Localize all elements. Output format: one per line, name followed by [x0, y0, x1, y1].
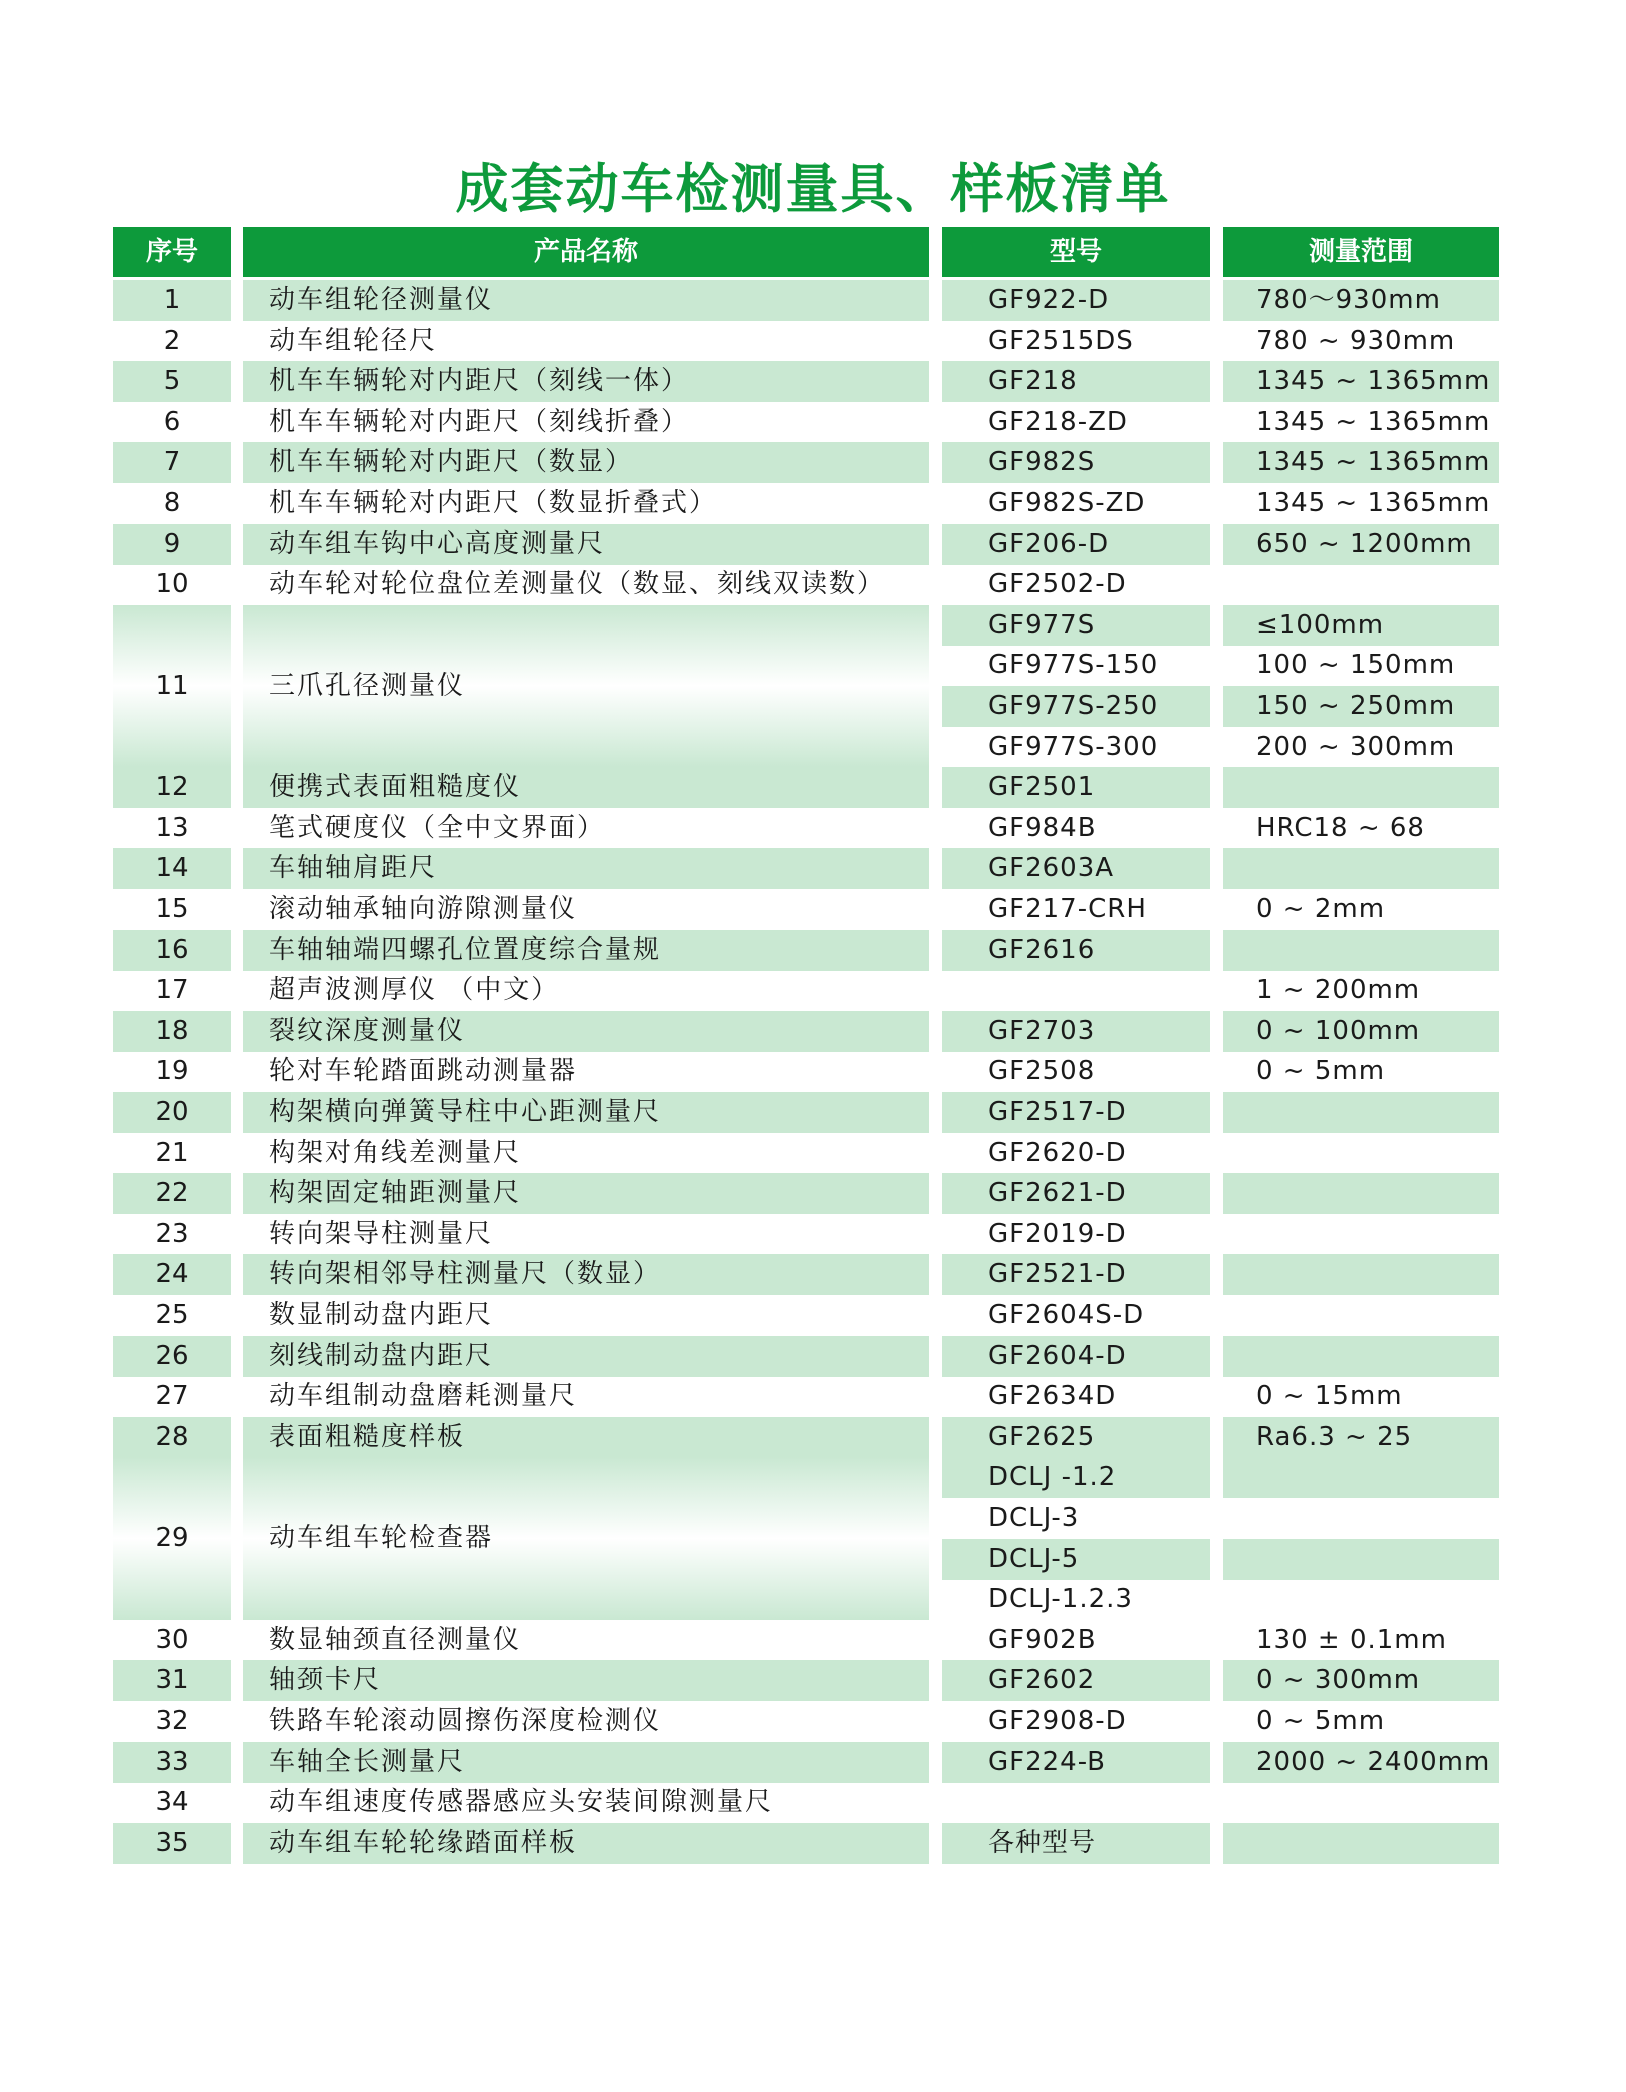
row-range: 150 ~ 250mm — [1223, 686, 1499, 727]
table-row — [113, 1336, 1499, 1377]
row-seq: 10 — [155, 569, 189, 600]
row-model: GF2502-D — [988, 569, 1127, 600]
row-name: 铁路车轮滚动圆擦伤深度检测仪 — [269, 1706, 662, 1736]
row-seq: 7 — [113, 442, 231, 483]
row-range: 130 ± 0.1mm — [1256, 1624, 1447, 1655]
table-row — [113, 1701, 1499, 1742]
row-seq: 17 — [155, 975, 189, 1006]
row-model: GF2634D — [988, 1381, 1117, 1412]
table-row — [113, 1133, 1499, 1174]
row-seq: 35 — [113, 1823, 231, 1864]
row-model: GF218-ZD — [988, 406, 1128, 437]
row-range: 0 ~ 5mm — [1256, 1706, 1386, 1736]
table-row — [113, 1376, 1499, 1417]
table-row-group — [113, 605, 1499, 767]
table-row — [113, 1660, 1499, 1701]
row-model: GF218 — [942, 361, 1210, 402]
header-name: 产品名称 — [243, 227, 929, 277]
row-model: GF2604-D — [942, 1336, 1210, 1377]
row-range — [1223, 1295, 1499, 1336]
table-row — [113, 1782, 1499, 1823]
table-row — [113, 564, 1499, 605]
table-row — [113, 361, 1499, 402]
row-range: 1345 ~ 1365mm — [1223, 442, 1499, 483]
row-model: DCLJ-5 — [942, 1539, 1210, 1580]
row-seq: 24 — [113, 1254, 231, 1295]
row-model: GF2515DS — [988, 325, 1134, 356]
table-row — [113, 524, 1499, 565]
row-range — [1223, 1092, 1499, 1133]
row-seq: 32 — [155, 1706, 189, 1736]
row-name: 机车车辆轮对内距尺（刻线一体） — [243, 361, 929, 402]
row-model: GF977S-250 — [942, 686, 1210, 727]
row-name: 轮对车轮踏面跳动测量器 — [269, 1056, 578, 1087]
row-range — [1223, 1254, 1499, 1295]
row-name: 轴颈卡尺 — [243, 1660, 929, 1701]
table-row — [113, 1011, 1499, 1052]
row-range: HRC18 ~ 68 — [1256, 812, 1425, 843]
row-name: 动车组制动盘磨耗测量尺 — [269, 1381, 578, 1412]
row-model: GF2625 — [942, 1417, 1210, 1458]
table-row — [113, 402, 1499, 443]
row-range: Ra6.3 ~ 25 — [1223, 1417, 1499, 1458]
row-model — [942, 1782, 1210, 1823]
row-range: 0 ~ 2mm — [1256, 894, 1386, 924]
row-seq: 34 — [155, 1787, 189, 1818]
row-name: 动车组轮径测量仪 — [243, 280, 929, 321]
row-seq: 27 — [155, 1381, 189, 1412]
row-name: 车轴全长测量尺 — [243, 1742, 929, 1783]
row-seq: 14 — [113, 848, 231, 889]
row-seq: 22 — [113, 1173, 231, 1214]
row-name: 裂纹深度测量仪 — [243, 1011, 929, 1052]
row-range — [1223, 564, 1499, 605]
row-range: 1345 ~ 1365mm — [1256, 406, 1491, 437]
row-seq: 6 — [163, 406, 181, 437]
row-seq: 33 — [113, 1742, 231, 1783]
row-model: DCLJ-1.2.3 — [988, 1584, 1133, 1615]
row-model: GF2019-D — [988, 1218, 1127, 1249]
row-seq: 19 — [155, 1056, 189, 1087]
header-range: 测量范围 — [1223, 227, 1499, 277]
page-title: 成套动车检测量具、样板清单 — [455, 159, 1171, 220]
row-range — [1223, 1133, 1499, 1174]
row-seq: 9 — [113, 524, 231, 565]
row-seq: 25 — [155, 1300, 189, 1330]
row-seq: 5 — [113, 361, 231, 402]
row-name: 超声波测厚仪 （中文） — [269, 975, 560, 1006]
row-name: 数显轴颈直径测量仪 — [269, 1624, 522, 1655]
row-seq: 20 — [113, 1092, 231, 1133]
row-model: GF922-D — [942, 280, 1210, 321]
table-row — [113, 848, 1499, 889]
row-seq: 1 — [113, 280, 231, 321]
row-model: GF902B — [988, 1624, 1097, 1655]
row-model: GF2908-D — [988, 1706, 1127, 1736]
row-range: 200 ~ 300mm — [1256, 731, 1456, 762]
header-model: 型号 — [942, 227, 1210, 277]
row-range — [1223, 1457, 1499, 1498]
row-range: 1 ~ 200mm — [1256, 975, 1421, 1006]
row-range — [1223, 767, 1499, 808]
table-row — [113, 1214, 1499, 1255]
row-model: GF2521-D — [942, 1254, 1210, 1295]
row-range — [1223, 1498, 1499, 1539]
row-seq: 23 — [155, 1218, 189, 1249]
table-row — [113, 321, 1499, 362]
row-name: 动车组车轮检查器 — [243, 1457, 929, 1619]
table-row — [113, 1092, 1499, 1133]
row-model: GF224-B — [942, 1742, 1210, 1783]
row-model: GF977S — [942, 605, 1210, 646]
row-name: 机车车辆轮对内距尺（刻线折叠） — [269, 406, 690, 437]
row-seq: 18 — [113, 1011, 231, 1052]
row-model: GF2621-D — [942, 1173, 1210, 1214]
row-range: 0 ~ 300mm — [1223, 1660, 1499, 1701]
row-range: 2000 ~ 2400mm — [1223, 1742, 1499, 1783]
table-row — [113, 1823, 1499, 1864]
row-model: 各种型号 — [942, 1823, 1210, 1864]
row-model: GF2703 — [942, 1011, 1210, 1052]
table-row — [113, 1051, 1499, 1092]
table-row — [113, 767, 1499, 808]
table-row — [113, 280, 1499, 321]
row-range: 0 ~ 5mm — [1256, 1056, 1386, 1087]
row-seq: 8 — [163, 488, 181, 518]
row-name: 笔式硬度仪（全中文界面） — [269, 812, 606, 843]
row-range — [1223, 930, 1499, 971]
row-name: 构架横向弹簧导柱中心距测量尺 — [243, 1092, 929, 1133]
table-row-group — [113, 1457, 1499, 1619]
row-name: 车轴轴肩距尺 — [243, 848, 929, 889]
row-range: 780 ~ 930mm — [1256, 325, 1456, 356]
row-range — [1223, 1782, 1499, 1823]
row-model: GF2616 — [942, 930, 1210, 971]
row-name: 车轴轴端四螺孔位置度综合量规 — [243, 930, 929, 971]
row-seq: 15 — [155, 894, 189, 924]
table-row — [113, 1417, 1499, 1458]
row-model: GF2604S-D — [988, 1300, 1145, 1330]
row-model: GF982S-ZD — [988, 488, 1146, 518]
row-name: 滚动轴承轴向游隙测量仪 — [269, 894, 578, 924]
row-range — [1223, 848, 1499, 889]
row-seq: 21 — [155, 1137, 189, 1168]
table-row — [113, 1620, 1499, 1661]
row-name: 刻线制动盘内距尺 — [243, 1336, 929, 1377]
row-seq: 2 — [163, 325, 181, 356]
table-row — [113, 808, 1499, 849]
row-name: 动车组车钩中心高度测量尺 — [243, 524, 929, 565]
row-seq: 30 — [155, 1624, 189, 1655]
header-seq: 序号 — [113, 227, 231, 277]
table-row — [113, 1254, 1499, 1295]
table-row — [113, 442, 1499, 483]
row-range: 0 ~ 100mm — [1223, 1011, 1499, 1052]
row-seq: 26 — [113, 1336, 231, 1377]
row-range — [1223, 1539, 1499, 1580]
row-model: GF984B — [988, 812, 1097, 843]
row-range: 1345 ~ 1365mm — [1223, 361, 1499, 402]
table-row — [113, 483, 1499, 524]
row-model: GF2508 — [988, 1056, 1096, 1087]
row-range — [1223, 1579, 1499, 1620]
row-name: 构架固定轴距测量尺 — [243, 1173, 929, 1214]
row-model: GF982S — [942, 442, 1210, 483]
row-range — [1223, 1214, 1499, 1255]
row-model: GF2501 — [942, 767, 1210, 808]
table-row — [113, 970, 1499, 1011]
row-model: DCLJ-3 — [988, 1502, 1080, 1533]
row-name: 动车轮对轮位盘位差测量仪（数显、刻线双读数） — [269, 569, 886, 600]
row-model: DCLJ -1.2 — [942, 1457, 1210, 1498]
row-seq: 28 — [113, 1417, 231, 1458]
row-name: 动车组车轮轮缘踏面样板 — [243, 1823, 929, 1864]
row-range: ≤100mm — [1223, 605, 1499, 646]
row-range — [1223, 1173, 1499, 1214]
row-name: 表面粗糙度样板 — [243, 1417, 929, 1458]
row-model — [942, 970, 1210, 1011]
row-model: GF2620-D — [988, 1137, 1127, 1168]
table-row — [113, 1295, 1499, 1336]
row-name: 机车车辆轮对内距尺（数显折叠式） — [269, 488, 718, 518]
row-range: 1345 ~ 1365mm — [1256, 488, 1491, 518]
table-row — [113, 930, 1499, 971]
row-range: 100 ~ 150mm — [1256, 650, 1456, 681]
table-row — [113, 889, 1499, 930]
row-seq: 29 — [113, 1457, 231, 1619]
row-name: 转向架导柱测量尺 — [269, 1218, 494, 1249]
row-name: 数显制动盘内距尺 — [269, 1300, 494, 1330]
row-range — [1223, 1336, 1499, 1377]
row-model: GF217-CRH — [988, 894, 1147, 924]
row-range: 650 ~ 1200mm — [1223, 524, 1499, 565]
table-row — [113, 1173, 1499, 1214]
row-seq: 11 — [113, 605, 231, 767]
row-name: 动车组速度传感器感应头安装间隙测量尺 — [269, 1787, 774, 1818]
row-model: GF2517-D — [942, 1092, 1210, 1133]
row-name: 转向架相邻导柱测量尺（数显） — [243, 1254, 929, 1295]
row-seq: 13 — [155, 812, 189, 843]
row-model: GF977S-150 — [988, 650, 1159, 681]
row-seq: 31 — [113, 1660, 231, 1701]
row-model: GF977S-300 — [988, 731, 1159, 762]
row-seq: 12 — [113, 767, 231, 808]
row-name: 动车组轮径尺 — [269, 325, 438, 356]
row-range: 780～930mm — [1223, 280, 1499, 321]
row-name: 机车车辆轮对内距尺（数显） — [243, 442, 929, 483]
row-name: 三爪孔径测量仪 — [243, 605, 929, 767]
row-model: GF2602 — [942, 1660, 1210, 1701]
row-model: GF206-D — [942, 524, 1210, 565]
table-row — [113, 1742, 1499, 1783]
row-model: GF2603A — [942, 848, 1210, 889]
row-name: 构架对角线差测量尺 — [269, 1137, 522, 1168]
row-name: 便携式表面粗糙度仪 — [243, 767, 929, 808]
row-range: 0 ~ 15mm — [1256, 1381, 1403, 1412]
row-seq: 16 — [113, 930, 231, 971]
row-range — [1223, 1823, 1499, 1864]
